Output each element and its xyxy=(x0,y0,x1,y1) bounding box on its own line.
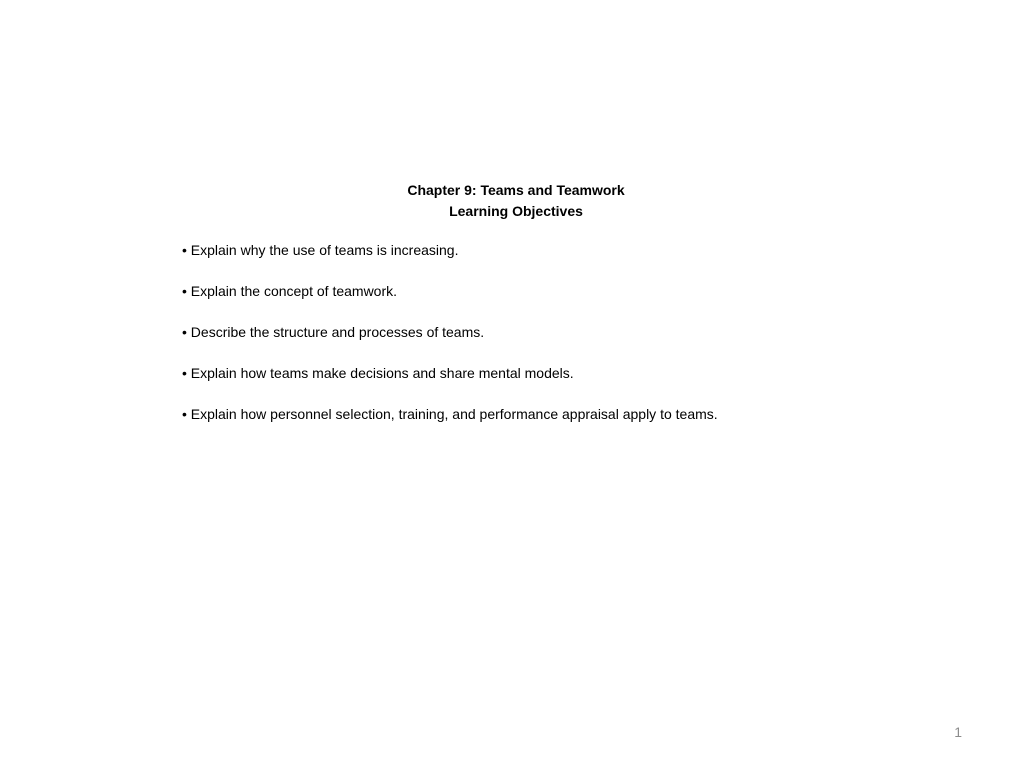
objective-item: • Explain how personnel selection, training, and performance appraisal apply to teams. xyxy=(182,406,718,422)
chapter-title: Chapter 9: Teams and Teamwork xyxy=(407,182,625,198)
objectives-list xyxy=(182,241,718,446)
objective-item: • Explain the concept of teamwork. xyxy=(182,283,398,299)
objective-item: • Explain how teams make decisions and share mental models. xyxy=(182,365,574,381)
objective-item: • Describe the structure and processes of teams. xyxy=(182,324,485,340)
title-block xyxy=(0,180,1024,222)
objective-item: • Explain why the use of teams is increasing. xyxy=(182,242,459,258)
slide-subtitle: Learning Objectives xyxy=(449,203,583,219)
page-number: 1 xyxy=(954,724,962,740)
